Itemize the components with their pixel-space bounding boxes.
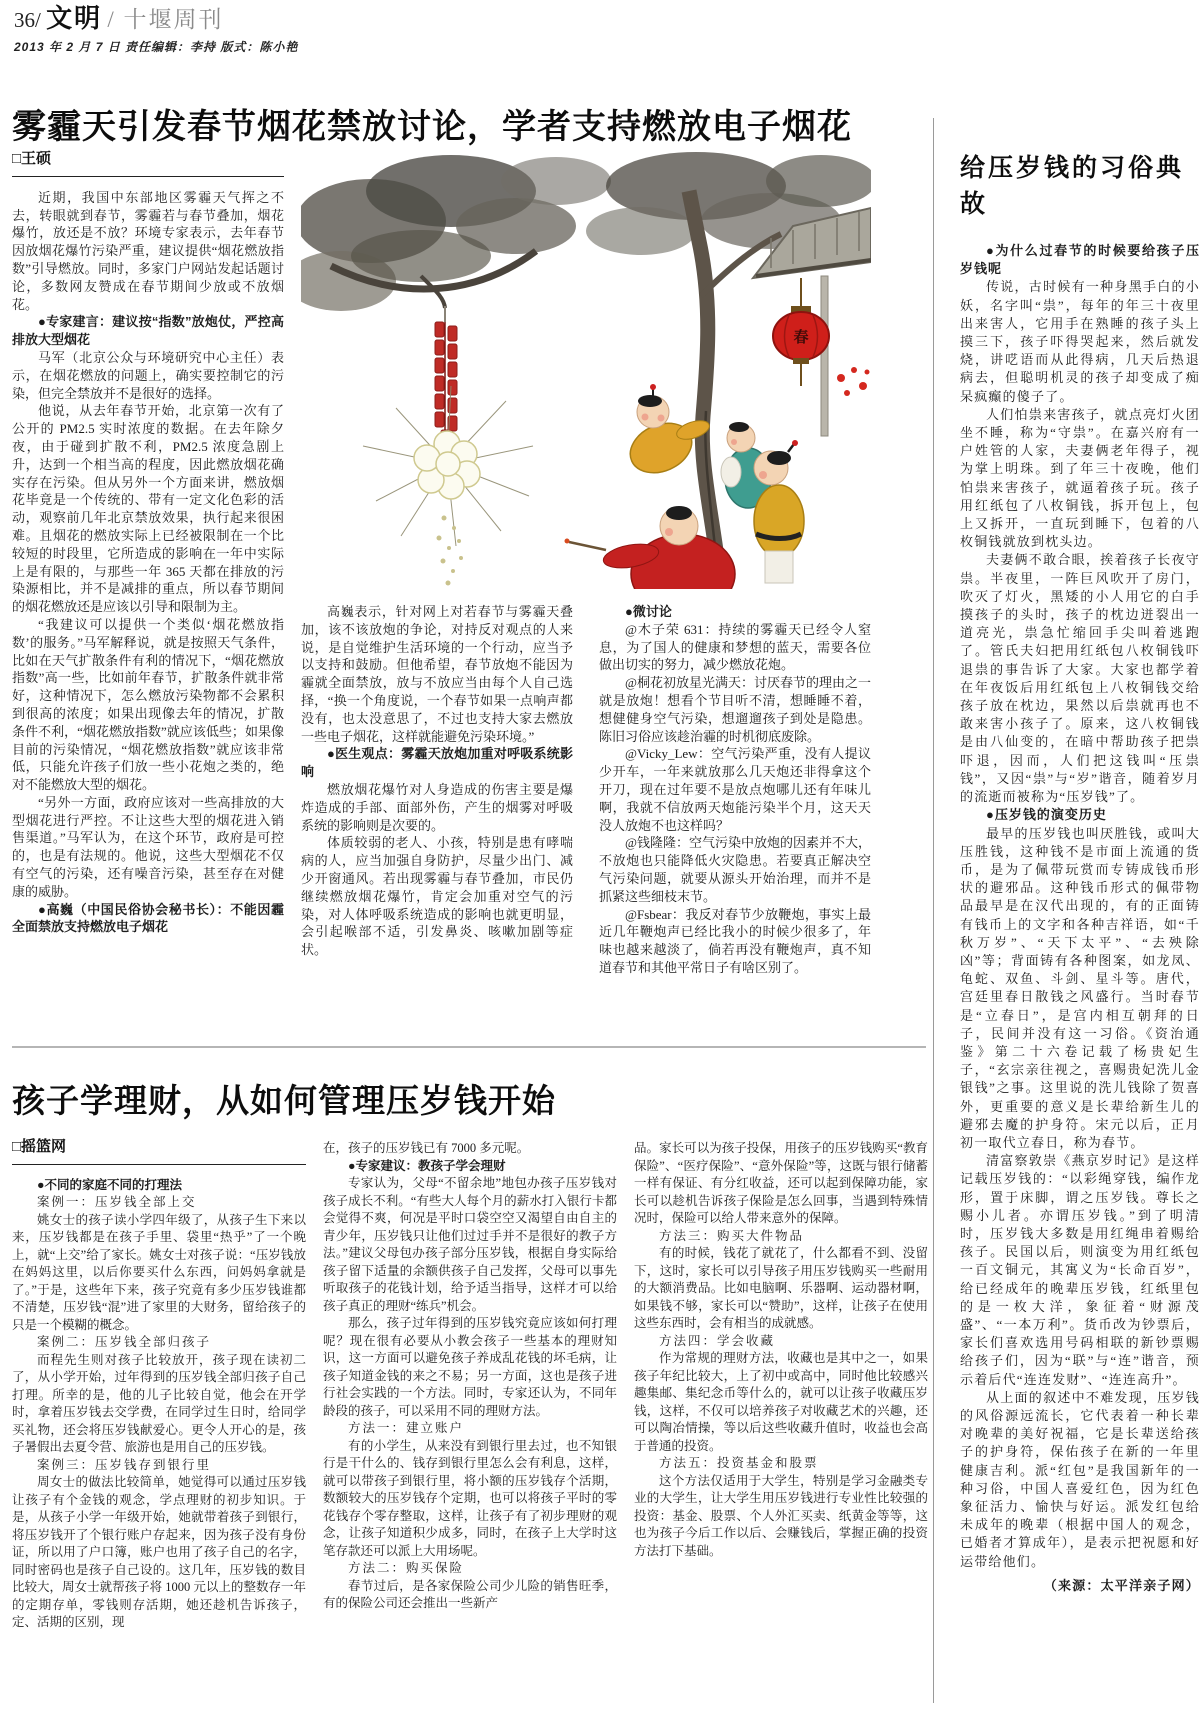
section-heading: ●为什么过春节的时候要给孩子压岁钱呢 [960, 243, 1200, 277]
article1-headline: 雾霾天引发春节烟花禁放讨论，学者支持燃放电子烟花 [12, 108, 852, 146]
plum-blossoms [837, 367, 870, 396]
paragraph: @木子荣 631：持续的雾霾天已经令人窒息，为了国人的健康和梦想的蓝天，需要各位做出切实的努力，减少燃放花炮。 [599, 621, 871, 673]
firecracker-string [435, 306, 457, 446]
pillar [821, 276, 828, 436]
dateline: 2013 年 2 月 7 日 责任编辑：李持 版式：陈小艳 [14, 40, 299, 54]
paragraph: 专家认为，父母“不留余地”地包办孩子压岁钱对孩子成长不利。“有些大人每个月的薪水打入银行卡都会觉得不爽，何况是平时口袋空空又渴望自由自主的青少年，压岁钱只让他们过过手并不是很好的教子方法。”建议父母包办孩子部分压岁钱，根据自身实际给孩子留下适量的余额供孩子自己发挥，父母可以事先听取孩子的花钱计划，给予适当指导，这样才可以给孩子真正的理财“练兵”机会。 [323, 1176, 617, 1313]
case-heading: 案例二：压岁钱全部归孩子 [37, 1335, 212, 1349]
child-yellow-right [754, 440, 804, 583]
paragraph: 最早的压岁钱也叫厌胜钱，或叫大压胜钱，这种钱不是市面上流通的货币，是为了佩带玩赏而专铸成钱币形状的避邪品。这种钱币形式的佩带物品最早是在汉代出现的，有的正面铸有钱币上的文字和各种吉祥语，如“千秋万岁”、“天下太平”、“去殃除凶”等；背面铸有各种图案，如龙凤、龟蛇、双鱼、斗剑、星斗等。唐代，宫廷里春日散钱之风盛行。当时春节是“立春日”，是宫内相互朝拜的日子，民间并没有这一习俗。《资治通鉴》第二十六卷记载了杨贵妃生子，“玄宗亲往视之，喜赐贵妃洗儿金银钱”之事。这里说的洗儿钱除了贺喜外，更重要的意义是长辈给新生儿的避邪去魔的护身符。宋元以后，正月初一取代立春日，称为春节。 [960, 825, 1200, 1150]
article2-byline: □摇篮网 [12, 1134, 306, 1165]
article1-lower-columns [301, 603, 871, 1015]
paragraph: 这个方法仅适用于大学生，特别是学习金融类专业的大学生，让大学生用压岁钱进行专业性比较强的投资：基金、股票、个人外汇买卖、纸黄金等等，这也为孩子今后工作以后、会赚钱后，掌握正确的投资方法打下基础。 [634, 1473, 928, 1558]
section-title: 文明 [46, 4, 103, 33]
sidebar-title: 给压岁钱的习俗典故 [960, 155, 1185, 218]
paragraph: 传说，古时候有一种身黑手白的小妖，名字叫“祟”，每年的年三十夜里出来害人，它用手在熟睡的孩子头上摸三下，孩子吓得哭起来，然后就发烧，讲呓语而从此得病，几天后热退病去，但聪明机灵的孩子却变成了痴呆疯癫的傻子了。 [960, 279, 1200, 404]
paragraph: 近期，我国中东部地区雾霾天气挥之不去，转眼就到春节，雾霾若与春节叠加，烟花爆竹，放还是不放？环境专家表示，去年春节因放烟花爆竹污染严重，建议提供“烟花燃放指数”引导燃放。同时，多家门户网站发起话题讨论，多数网友赞成在春节期间少放或不放烟花。 [12, 189, 284, 312]
paragraph: @桐花初放星光满天：讨厌春节的理由之一就是放炮！想看个节目听不清，想睡睡不着，想健健身空气污染，想遛遛孩子到处是隐患。陈旧习俗应该趁治霾的时机彻底废除。 [599, 675, 871, 744]
sidebar-article [960, 140, 1200, 1710]
section-heading: ●专家建言：建议按“指数”放炮仗，严控高排放大型烟花 [12, 314, 284, 348]
ink-painting-illustration [301, 146, 871, 589]
spring-festival-illustration [301, 146, 871, 589]
page-number: 36/ [14, 8, 41, 32]
incense-stick [569, 542, 606, 550]
paragraph: 马军（北京公众与环境研究中心主任）表示，在烟花燃放的问题上，确实要控制它的污染，但完全禁放并不是很好的选择。 [12, 349, 284, 401]
paragraph: @钱隆隆：空气污染中放炮的因素并不大，不放炮也只能降低火灾隐患。若要真正解决空气污染问题，就要从源头开始治理，而并不是抓紧这些细枝末节。 [599, 835, 871, 904]
paragraph: 从上面的叙述中不难发现，压岁钱的风俗源远流长，它代表着一种长辈对晚辈的美好祝福，它是长辈送给孩子的护身符，保佑孩子在新的一年里健康吉利。派“红包”是我国新年的一种习俗，中国人喜爱红色，因为红色象征活力、愉快与好运。派发红包给未成年的晚辈（根据中国人的观念，已婚者才算成年），是表示把祝愿和好运带给他们。 [960, 1389, 1200, 1569]
continued-paragraph: 在，孩子的压岁钱已有 7000 多元呢。 [323, 1141, 530, 1155]
paragraph: 那么，孩子过年得到的压岁钱究竟应该如何打理呢？现在很有必要从小教会孩子一些基本的理财知识，这一方面可以避免孩子养成乱花钱的坏毛病，让孩子知道金钱的来之不易；另一方面，这也是孩子进行社会实践的一个方法。同时，专家还认为，不同年龄段的孩子，可以采用不同的理财方法。 [323, 1316, 617, 1418]
lantern-spring-character: 春 [793, 330, 809, 346]
paragraph: 周女士的做法比较简单，她觉得可以通过压岁钱让孩子有个金钱的观念，学点理财的初步知识。于是，从孩子小学一年级开始，她就带着孩子到银行，将压岁钱开了个银行账户存起来，因为孩子没有身份证，所以用了户口簿，账户也用了孩子自己的名字，同时密码也是孩子自己设的。这几年，压岁钱的数目比较大，周女士就帮孩子将 1000 元以上的整数存一年的定期存单，零钱则存活期，她还趁机告诉孩子，定、活期的区别，现 [12, 1475, 306, 1629]
paragraph: 而程先生则对孩子比较放开，孩子现在读初二了，从小学开始，过年得到的压岁钱全部归孩子自己打理。所幸的是，他的儿子比较自觉，他会在开学时，拿着压岁钱去交学费，在同学过生日时，给同学买礼物，还会将压岁钱献爱心。更令人开心的是，孩子暑假出去夏令营、旅游也是用自己的压岁钱。 [12, 1352, 306, 1454]
case-heading: 方法二：购买保险 [348, 1561, 465, 1575]
section-heading: ●高巍（中国民俗协会秘书长）：不能因霾全面禁放支持燃放电子烟花 [12, 901, 284, 935]
section-heading: ●压岁钱的演变历史 [986, 807, 1107, 823]
case-heading: 案例三：压岁钱存到银行里 [37, 1457, 212, 1472]
case-heading: 案例一：压岁钱全部上交 [37, 1195, 197, 1209]
case-heading: 方法一：建立账户 [348, 1421, 465, 1435]
article1-right-region [301, 146, 871, 1015]
continued-paragraph: 品。家长可以为孩子投保，用孩子的压岁钱购买“教育保险”、“医疗保险”、“意外保险”等，这既与银行储蓄一样有保证、有分红收益，还可以起到保障功能，家长可以趁机告诉孩子保险是怎么回事，当遇到特殊情况时，保险可以给人带来意外的保障。 [634, 1141, 928, 1225]
paragraph: 夫妻俩不敢合眼，挨着孩子长夜守祟。半夜里，一阵巨风吹开了房门，吹灭了灯火，黑矮的小人用它的白手摸孩子的头时，孩子的枕边迸裂出一道亮光，祟急忙缩回手尖叫着逃跑了。管氏夫妇把用红纸包八枚铜钱吓退祟的事告诉了大家。大家也都学着在年夜饭后用红纸包上八枚铜钱交给孩子放在枕边，果然以后祟就再也不敢来害小孩子了。原来，这八枚铜钱是由八仙变的，在暗中帮助孩子把祟吓退，因而，人们把这钱叫“压祟钱”，又因“祟”与“岁”谐音，随着岁月的流逝而被称为“压岁钱”了。 [960, 552, 1200, 805]
paragraph: 人们怕祟来害孩子，就点亮灯火团坐不睡，称为“守祟”。在嘉兴府有一户姓管的人家，夫妻俩老年得子，视为掌上明珠。到了年三十夜晚，他们怕祟来害孩子，就逼着孩子玩。孩子用红纸包了八枚铜钱，拆开包上，包上又拆开，一直玩到睡下，包着的八枚铜钱就放到枕头边。 [960, 406, 1200, 550]
folio-line [14, 6, 298, 33]
paragraph: 他说，从去年春节开始，北京第一次有了公开的 PM2.5 实时浓度的数据。在去年除夕夜，由于碰到扩散不利，PM2.5 浓度急剧上升，达到一个相当高的程度，因此燃放烟花确实存在污染。但从另外一个方面来讲，燃放烟花毕竟是一个传统的、带有一定文化色彩的活动，观察前几年北京禁放效果，执行起来很困难。且烟花的燃放实际上已经被限制在一个比较短的时段里，它所造成的影响在一年中实际上是有限的，与那些一年 365 天都在排放的污染源相比，并不是减排的重点，所以春节期间的烟花燃放还是应该以引导和限制为主。 [12, 403, 284, 615]
sidebar-body [960, 242, 1200, 1595]
paragraph: 作为常规的理财方法，收藏也是其中之一，如果孩子年纪比较大，上了初中或高中，同时他比较感兴趣集邮、集纪念币等什么的，就可以让孩子收藏压岁钱，这样，不仅可以培养孩子对收藏艺术的兴趣，还可以陶冶情操，等以后这些收藏升值时，收益也会高于普通的投资。 [634, 1351, 928, 1453]
paragraph: 有的时候，钱花了就花了，什么都看不到、没留下，这时，家长可以引导孩子用压岁钱购买一些耐用的大额消费品。比如电脑啊、乐器啊、运动器材啊，如果钱不够，家长可以“赞助”，这样，让孩子在使用这些东西时，会有相当的成就感。 [634, 1246, 928, 1330]
article2-headline: 孩子学理财，从如何管理压岁钱开始 [12, 1084, 556, 1121]
section-heading: ●不同的家庭不同的打理法 [37, 1177, 183, 1192]
case-heading: 方法三：购买大件物品 [659, 1228, 805, 1243]
edition-title: / 十堰周刊 [107, 7, 224, 32]
article2-column-2 [323, 1134, 617, 1720]
paragraph: 燃放烟花爆竹对人身造成的伤害主要是爆炸造成的手部、面部外伤，产生的烟雾对呼吸系统的影响则是次要的。 [301, 781, 573, 833]
article1-column-1-text [12, 189, 284, 936]
article2-column-3 [634, 1134, 928, 1720]
case-heading: 方法四：学会收藏 [659, 1333, 776, 1348]
article2-columns [12, 1134, 928, 1720]
paragraph: @Vicky_Lew：空气污染严重，没有人提议少开车，一年来就放那么几天炮还非得拿这个开刀，现在过年要不是放点炮哪儿还有年味儿啊，我就不信放两天炮能污染半个月，这天天没人放炮不也这样吗？ [599, 746, 871, 833]
section-heading: ●医生观点：雾霾天放炮加重对呼吸系统影响 [301, 746, 573, 780]
section-heading: ●专家建议：教孩子学会理财 [348, 1158, 506, 1173]
article2-column-1-text [12, 1177, 306, 1632]
section-heading: ●微讨论 [625, 604, 672, 619]
paragraph: 清富察敦崇《燕京岁时记》是这样记载压岁钱的：“以彩绳穿钱，编作龙形，置于床脚，谓之压岁钱。尊长之赐小儿者。亦谓压岁钱。”到了明清时，压岁钱大多数是用红绳串着赐给孩子。民国以后，则演变为用红纸包一百文铜元，其寓义为“长命百岁”，给已经成年的晚辈压岁钱，红纸里包的是一枚大洋，象征着“财源茂盛”、“一本万利”。货币改为钞票后，家长们喜欢选用号码相联的新钞票赐给孩子们，因为“联”与“连”谐音，预示着后代“连连发财”、“连连高升”。 [960, 1153, 1200, 1387]
source-credit: （来源：太平洋亲子网） [1043, 1577, 1200, 1593]
article1-column-3 [599, 603, 871, 1015]
paragraph: “我建议可以提供一个类似‘烟花燃放指数’的服务。”马军解释说，就是按照天气条件，比如在天气扩散条件有利的情况下，“烟花燃放指数”高一些，比如前年春节，扩散条件就非常好，这种情况下，怎么燃放污染物都不会累积到很高的浓度；如果出现像去年的情况，扩散条件不利，“烟花燃放指数”就应该低些；如果像目前的污染情况，“烟花燃放指数”就应该非常低，只能允许孩子们放一些小花炮之类的，绝对不能燃放大型的烟花。 [12, 616, 284, 793]
paragraph: 春节过后，是各家保险公司少儿险的销售旺季，有的保险公司还会推出一些新产 [323, 1578, 617, 1610]
article1-byline: □王硕 [12, 146, 284, 177]
article1-column-1 [12, 146, 284, 1042]
falling-sparks [437, 516, 464, 586]
vertical-divider [933, 118, 934, 1703]
paragraph: 姚女士的孩子读小学四年级了，从孩子生下来以来，压岁钱都是在孩子手里、袋里“热乎”了一个晚上，就“上交”给了家长。姚女士对孩子说：“压岁钱放在妈妈这里，以后你要买什么东西，问妈妈拿就是了。”于是，这些年下来，孩子究竟有多少压岁钱谁都不清楚，压岁钱“混”进了家里的大财务，留给孩子的只是一个模糊的概念。 [12, 1212, 306, 1332]
paragraph: @Fsbear：我反对春节少放鞭炮，事实上最近几年鞭炮声已经比我小的时候少很多了，年味也越来越淡了，倘若再没有鞭炮声，真不知道春节和其他平常日子有啥区别了。 [599, 906, 871, 975]
horizontal-divider [12, 1046, 926, 1048]
article2-column-1 [12, 1134, 306, 1720]
paragraph: “另外一方面，政府应该对一些高排放的大型烟花进行严控。不让这些大型的烟花进入销售渠道。”马军认为，在这个环节，政府是可控的，也是有法规的。他说，这些大型烟花不仅有空气的污染，还有噪音污染，甚至存在对健康的威胁。 [12, 794, 284, 899]
paragraph: 高巍表示，针对网上对若春节与雾霾天叠加，该不该放炮的争论，对持反对观点的人来说，是自觉维护生活环境的一个行动，应当予以支持和鼓励。但他希望，春节放炮不能因为霾就全面禁放，放与不放应当由每个人自己选择，“换一个角度说，一个春节如果一点响声都没有，也太没意思了，不过也支持大家去燃放一些电子烟花，这样就能避免污染环境。” [301, 604, 573, 744]
article1-column-2 [301, 603, 573, 1015]
case-heading: 方法五：投资基金和股票 [659, 1456, 819, 1470]
firework-burst [363, 386, 533, 586]
paragraph: 体质较弱的老人、小孩，特别是患有哮喘病的人，应当加强自身防护，尽量少出门、减少开窗通风。若出现雾霾与春节叠加，市民仍继续燃放烟花爆竹，肯定会加重对空气的污染，对人体呼吸系统造成的影响也就更明显，会引起喉部不适，引发鼻炎、咳嗽加剧等症状。 [301, 835, 573, 958]
paragraph: 有的小学生，从来没有到银行里去过，也不知银行是干什么的、钱存到银行里怎么会有利息，这样，就可以带孩子到银行里，将小额的压岁钱存个活期，数额较大的压岁钱存个定期，也可以将孩子平时的零花钱存个零存整取，这样，让孩子有了初步理财的观念，让孩子知道积少成多，同时，在孩子上大学时这笔存款还可以派上大用场呢。 [323, 1438, 617, 1558]
masthead [14, 6, 298, 55]
